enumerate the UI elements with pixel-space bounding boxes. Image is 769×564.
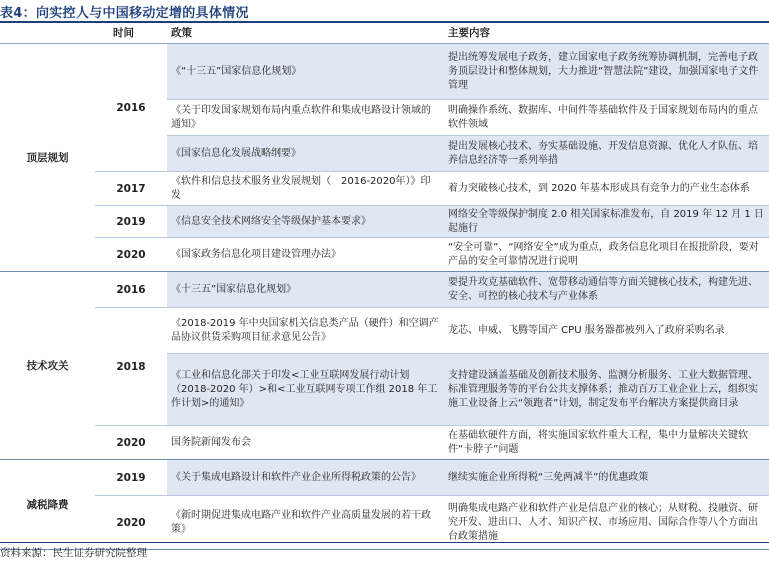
- policy-cell: 《国家信息化发展战略纲要》: [167, 136, 444, 172]
- header-content: 主要内容: [444, 23, 769, 44]
- category-cell: 技术攻关: [0, 272, 95, 460]
- content-cell: 明确操作系统、数据库、中间件等基础软件及于国家规划布局内的重点软件领域: [444, 100, 769, 136]
- category-cell: 顶层规划: [0, 44, 95, 272]
- policy-cell: 《“十三五”国家信息化规划》: [167, 44, 444, 100]
- header-row: [0, 23, 769, 44]
- category-cell: 减税降费: [0, 460, 95, 550]
- policy-cell: 《关于印发国家规划布局内重点软件和集成电路设计领域的通知》: [167, 100, 444, 136]
- header-category: [0, 23, 95, 44]
- policy-cell: 《新时期促进集成电路产业和软件产业高质量发展的若干政策》: [167, 496, 444, 550]
- year-cell: 2019: [95, 206, 167, 238]
- year-cell: 2019: [95, 460, 167, 496]
- content-cell: 继续实施企业所得税“三免两减半”的优惠政策: [444, 460, 769, 496]
- content-cell: 着力突破核心技术，到 2020 年基本形成具有竞争力的产业生态体系: [444, 172, 769, 206]
- table-row: [0, 172, 769, 206]
- policy-cell: 《2018-2019 年中央国家机关信息类产品（硬件）和空调产品协议供货采购项目征求意见公告》: [167, 308, 444, 354]
- policy-cell: 《信息安全技术网络安全等级保护基本要求》: [167, 206, 444, 238]
- policy-cell: 《十三五”国家信息化规划》: [167, 272, 444, 308]
- policy-cell: 国务院新闻发布会: [167, 426, 444, 460]
- year-cell: 2017: [95, 172, 167, 206]
- header-time: 时间: [95, 23, 167, 44]
- bottom-rule: [0, 542, 769, 543]
- content-cell: 龙芯、申威、飞腾等国产 CPU 服务器都被列入了政府采购名录: [444, 308, 769, 354]
- year-cell: 2018: [95, 308, 167, 426]
- year-cell: 2020: [95, 238, 167, 272]
- table-row: [0, 426, 769, 460]
- header-policy: 政策: [167, 23, 444, 44]
- content-cell: 网络安全等级保护制度 2.0 相关国家标准发布，自 2019 年 12 月 1 日起施行: [444, 206, 769, 238]
- year-cell: 2020: [95, 496, 167, 550]
- year-cell: 2016: [95, 272, 167, 308]
- table-row: [0, 272, 769, 308]
- policy-cell: 《工业和信息化部关于印发<工业互联网发展行动计划（2018-2020 年）>和<工业互联网专项工作组 2018 年工作计划>的通知》: [167, 354, 444, 426]
- table-row: [0, 206, 769, 238]
- policy-cell: 《国家政务信息化项目建设管理办法》: [167, 238, 444, 272]
- table-row: [0, 460, 769, 496]
- content-cell: 在基础软硬件方面，将实施国家软件重大工程，集中力量解决关键软件“卡脖子”问题: [444, 426, 769, 460]
- year-cell: 2020: [95, 426, 167, 460]
- content-cell: “安全可靠”、“网络安全”成为重点，政务信息化项目在报批阶段，要对产品的安全可靠情况进行说明: [444, 238, 769, 272]
- table-row: [0, 308, 769, 354]
- table-row: [0, 238, 769, 272]
- content-cell: 要提升攻克基础软件、宽带移动通信等方面关键核心技术，构建先进、安全、可控的核心技术与产业体系: [444, 272, 769, 308]
- policy-table: [0, 23, 769, 550]
- year-cell: 2016: [95, 44, 167, 172]
- table-row: [0, 44, 769, 100]
- content-cell: 提出统筹发展电子政务，建立国家电子政务统筹协调机制，完善电子政务顶层设计和整体规划，大力推进“智慧法院”建设，加强国家电子文件管理: [444, 44, 769, 100]
- source-note: 资料来源：民生证券研究院整理: [0, 547, 147, 559]
- content-cell: 提出发展核心技术、夯实基础设施、开发信息资源、优化人才队伍、培养信息经济等一系列举措: [444, 136, 769, 172]
- content-cell: 支持建设涵盖基础及创新技术服务、监测分析服务、工业大数据管理、标准管理服务等的平台公共支撑体系；推动百万工业企业上云，组织实施工业设备上云“领跑者”计划，制定发布平台解决方案提供商目录: [444, 354, 769, 426]
- content-cell: 明确集成电路产业和软件产业是信息产业的核心；从财税、投融资、研究开发、进出口、人才、知识产权、市场应用、国际合作等八个方面出台政策措施: [444, 496, 769, 550]
- policy-cell: 《软件和信息技术服务业发展规划（ 2016-2020年）》印发: [167, 172, 444, 206]
- policy-cell: 《关于集成电路设计和软件产业企业所得税政策的公告》: [167, 460, 444, 496]
- table-title: 表4：向实控人与中国移动定增的具体情况: [0, 6, 249, 21]
